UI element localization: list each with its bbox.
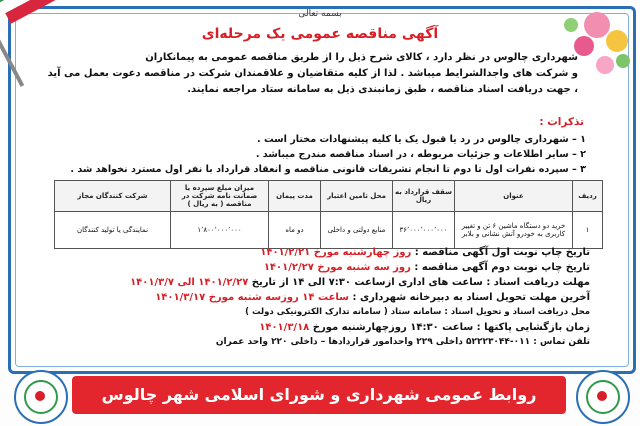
note-item: ۱ – شهرداری چالوس در رد یا قبول یک یا کلیه پیشنهادات مختار است . [257, 134, 586, 145]
schedule-label: آخرین مهلت تحویل اسناد به دبیرخانه شهرداری : [349, 292, 590, 303]
schedule-value: ۱۴۰۱/۲/۲۷ الی ۱۴۰۱/۳/۷ [130, 277, 249, 288]
note-item: ۲ – سایر اطلاعات و جزئیات مربوطه ، در اسناد مناقصه مندرج میباشد . [255, 149, 586, 160]
table-cell: ۱٬۸۰۰٬۰۰۰٬۰۰۰ [171, 212, 269, 249]
schedule-row [30, 292, 590, 307]
schedule-row [30, 337, 590, 352]
footer-banner: روابط عمومی شهرداری و شورای اسلامی شهر چالوس [72, 376, 566, 414]
note-item: ۳ – سپرده نفرات اول تا دوم تا انجام تشریفات قانونی مناقصه و انعقاد قرارداد با نفر اول مسترد نخواهد شد . [70, 164, 586, 175]
table-row [55, 212, 603, 249]
table-cell: ۱ [573, 212, 603, 249]
column-header: میزان مبلغ سپرده یا ضمانت نامه شرکت در مناقصه ( به ریال ) [171, 181, 269, 212]
column-header: شرکت کنندگان مجاز [55, 181, 171, 212]
schedule-value: روز چهارشنبه مورخ ۱۴۰۱/۲/۲۱ [260, 247, 412, 258]
schedule-list [30, 247, 590, 352]
schedule-value: روز سه شنبه مورخ ۱۴۰۱/۲/۲۷ [263, 262, 411, 273]
intro-line: شهرداری چالوس در نظر دارد ، کالای شرح ذیل را از طریق مناقصه عمومی به پیمانکاران [145, 52, 578, 63]
table-cell: نمایندگی یا تولید کنندگان [55, 212, 171, 249]
column-header: عنوان [455, 181, 573, 212]
schedule-label: زمان بازگشایی پاکتها : ساعت ۱۴:۳۰ روزچهارشنبه مورخ [309, 322, 590, 333]
schedule-label: مهلت دریافت اسناد : ساعت های اداری ازساعت ۷:۳۰ الی ۱۴ از تاریخ [248, 277, 590, 288]
table-cell: منابع دولتی و داخلی [321, 212, 393, 249]
table-cell: دو ماه [269, 212, 321, 249]
schedule-row [30, 322, 590, 337]
bismillah-text: بسمه تعالی [298, 9, 342, 19]
schedule-row [30, 247, 590, 262]
tender-table [54, 180, 603, 249]
notes-heading: تذکرات : [539, 116, 584, 128]
column-header: مدت پیمان [269, 181, 321, 212]
schedule-label: محل دریافت اسناد و تحویل اسناد : سامانه ستاد ( سامانه تدارک الکترونیکی دولت ) [245, 307, 590, 317]
schedule-value: ۱۴۰۱/۳/۱۸ [259, 322, 310, 333]
table-cell: خرید دو دستگاه ماشین ۶ تن و تغییر کاربری به خودرو آتش نشانی و بلابر [455, 212, 573, 249]
column-header: محل تامین اعتبار [321, 181, 393, 212]
table-header-row [55, 181, 603, 212]
schedule-label: تاریخ چاپ نوبت دوم آگهی مناقصه : [410, 262, 590, 273]
intro-paragraph [47, 50, 578, 98]
council-seal-icon [14, 370, 68, 424]
notice-title: آگهی مناقصه عمومی یک مرحله‌ای [201, 26, 439, 42]
intro-line: ، جهت دریافت اسناد مناقصه ، طبق زمانبندی ذیل به سامانه ستاد مراجعه نمایند. [187, 84, 578, 95]
schedule-row [30, 262, 590, 277]
column-header: ردیف [573, 181, 603, 212]
schedule-label: تلفن تماس : ۰۱۱-۵۲۲۲۳۰۴۴ داخلی ۲۲۹ واحدامور قراردادها – داخلی ۲۲۰ واحد عمران [215, 337, 590, 347]
schedule-label: تاریخ چاپ نوبت اول آگهی مناقصه : [411, 247, 590, 258]
schedule-value: ساعت ۱۴ روزسه شنبه مورخ ۱۴۰۱/۳/۱۷ [155, 292, 349, 303]
intro-line: و شرکت های واجدالشرایط میباشد . لذا از کلیه متقاضیان و علاقمندان شرکت در مناقصه دعوت بعمل می آید [47, 68, 578, 79]
column-header: سقف قرارداد به ریال [393, 181, 455, 212]
notes-list [66, 132, 586, 177]
municipality-logo-icon [576, 370, 630, 424]
table-cell: ۳۶٬۰۰۰٬۰۰۰٬۰۰۰ [393, 212, 455, 249]
schedule-row [30, 277, 590, 292]
schedule-row [30, 307, 590, 322]
